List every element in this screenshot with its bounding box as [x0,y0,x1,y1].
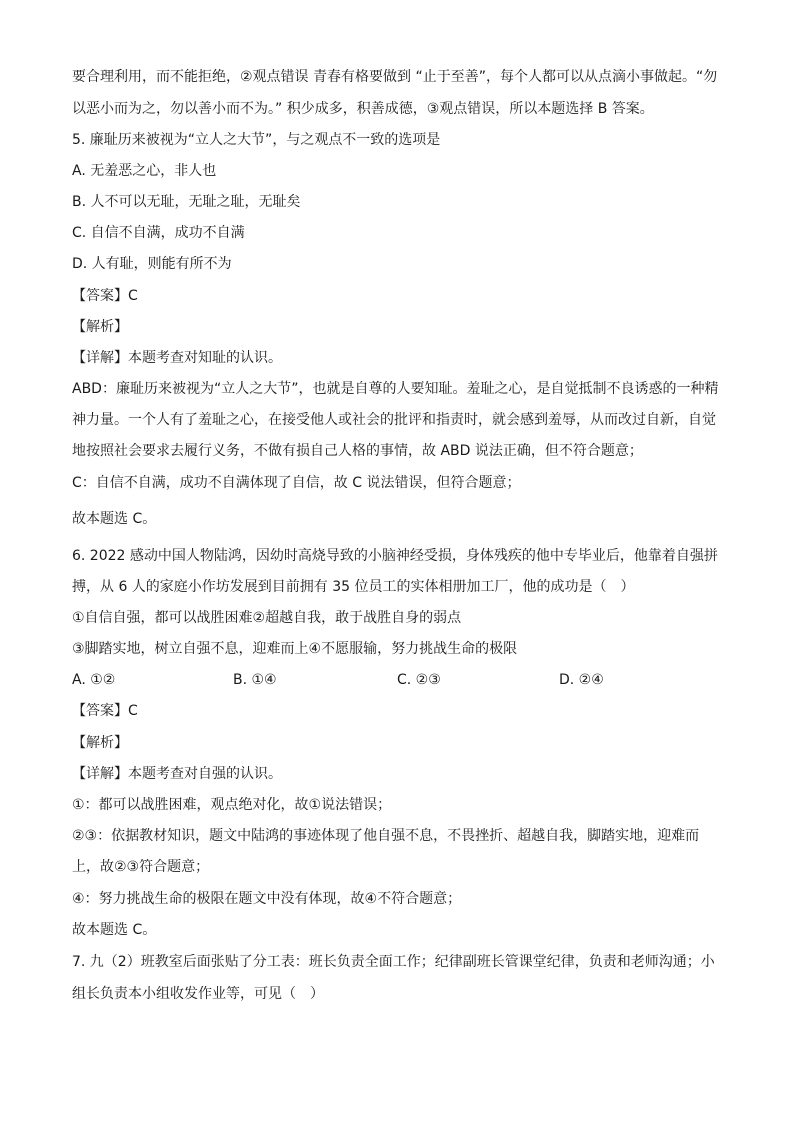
detail-line: 【详解】本题考查对自强的认识。 [72,766,282,782]
text-line: 故本题选 C。 [72,922,157,938]
question-6-stem: 6. 2022 感动中国人物陆鸿，因幼时高烧导致的小脑神经受损，身体残疾的他中专毕业后，他靠着自强拼 [72,548,718,564]
text-line: 地按照社会要求去履行义务，不做有损自己人格的事情，故 ABD 说法正确，但不符合题意； [72,443,643,459]
question-7-stem: 组长负责本小组收发作业等，可见（ ） [72,986,324,1002]
q6-option: B. ①④ [233,672,277,688]
text-line: 要合理利用，而不能拒绝，②观点错误 青春有格要做到 “止于至善”，每个人都可以从点滴小事做起。“勿 [72,69,718,85]
text-line: ABD：廉耻历来被视为“立人之大节”，也就是自尊的人要知耻。羞耻之心，是自觉抵制不良诱惑的一种精 [72,381,719,397]
text-line: 以恶小而为之，勿以善小而不为。” 积少成多，积善成德，③观点错误，所以本题选择 B 答案。 [72,101,654,117]
text-line: ①：都可以战胜困难，观点绝对化，故①说法错误； [72,797,392,813]
text-line: 上，故②③符合题意； [72,859,210,875]
question-5-stem: 5. 廉耻历来被视为“立人之大节”，与之观点不一致的选项是 [72,132,441,148]
text-line: C：自信不自满，成功不自满体现了自信，故 C 说法错误，但符合题意； [72,475,521,491]
q6-option: A. ①② [72,672,116,688]
option-d: D. 人有耻，则能有所不为 [72,256,232,272]
option-b: B. 人不可以无耻，无耻之耻，无耻矣 [72,194,301,210]
question-6-stem: 搏，从 6 人的家庭小作坊发展到目前拥有 35 位员工的实体相册加工厂，他的成功是（ ） [72,579,635,595]
q6-options-row [72,670,732,690]
text-line: 故本题选 C。 [72,511,157,527]
analysis-label: 【解析】 [72,735,128,751]
answer-label: 【答案】C [72,288,138,304]
text-line: ②③：依据教材知识，题文中陆鸿的事迹体现了他自强不息，不畏挫折、超越自我，脚踏实地，迎难而 [72,828,700,844]
question-7-stem: 7. 九（2）班教室后面张贴了分工表：班长负责全面工作；纪律副班长管课堂纪律，负责和老师沟通；小 [72,954,715,970]
option-a: A. 无羞恶之心，非人也 [72,163,217,179]
option-c: C. 自信不自满，成功不自满 [72,225,245,241]
text-line: 神力量。一个人有了羞耻之心，在接受他人或社会的批评和指责时，就会感到羞辱，从而改过自新，自觉 [72,412,716,428]
q6-option: D. ②④ [559,672,604,688]
statement-line: ③脚踏实地，树立自强不息，迎难而上④不愿服输，努力挑战生命的极限 [72,641,518,657]
detail-line: 【详解】本题考查对知耻的认识。 [72,350,282,366]
answer-label: 【答案】C [72,703,138,719]
statement-line: ①自信自强，都可以战胜困难②超越自我，敢于战胜自身的弱点 [72,610,462,626]
q6-option: C. ②③ [397,672,441,688]
text-line: ④：努力挑战生命的极限在题文中没有体现，故④不符合题意； [72,891,462,907]
analysis-label: 【解析】 [72,319,128,335]
